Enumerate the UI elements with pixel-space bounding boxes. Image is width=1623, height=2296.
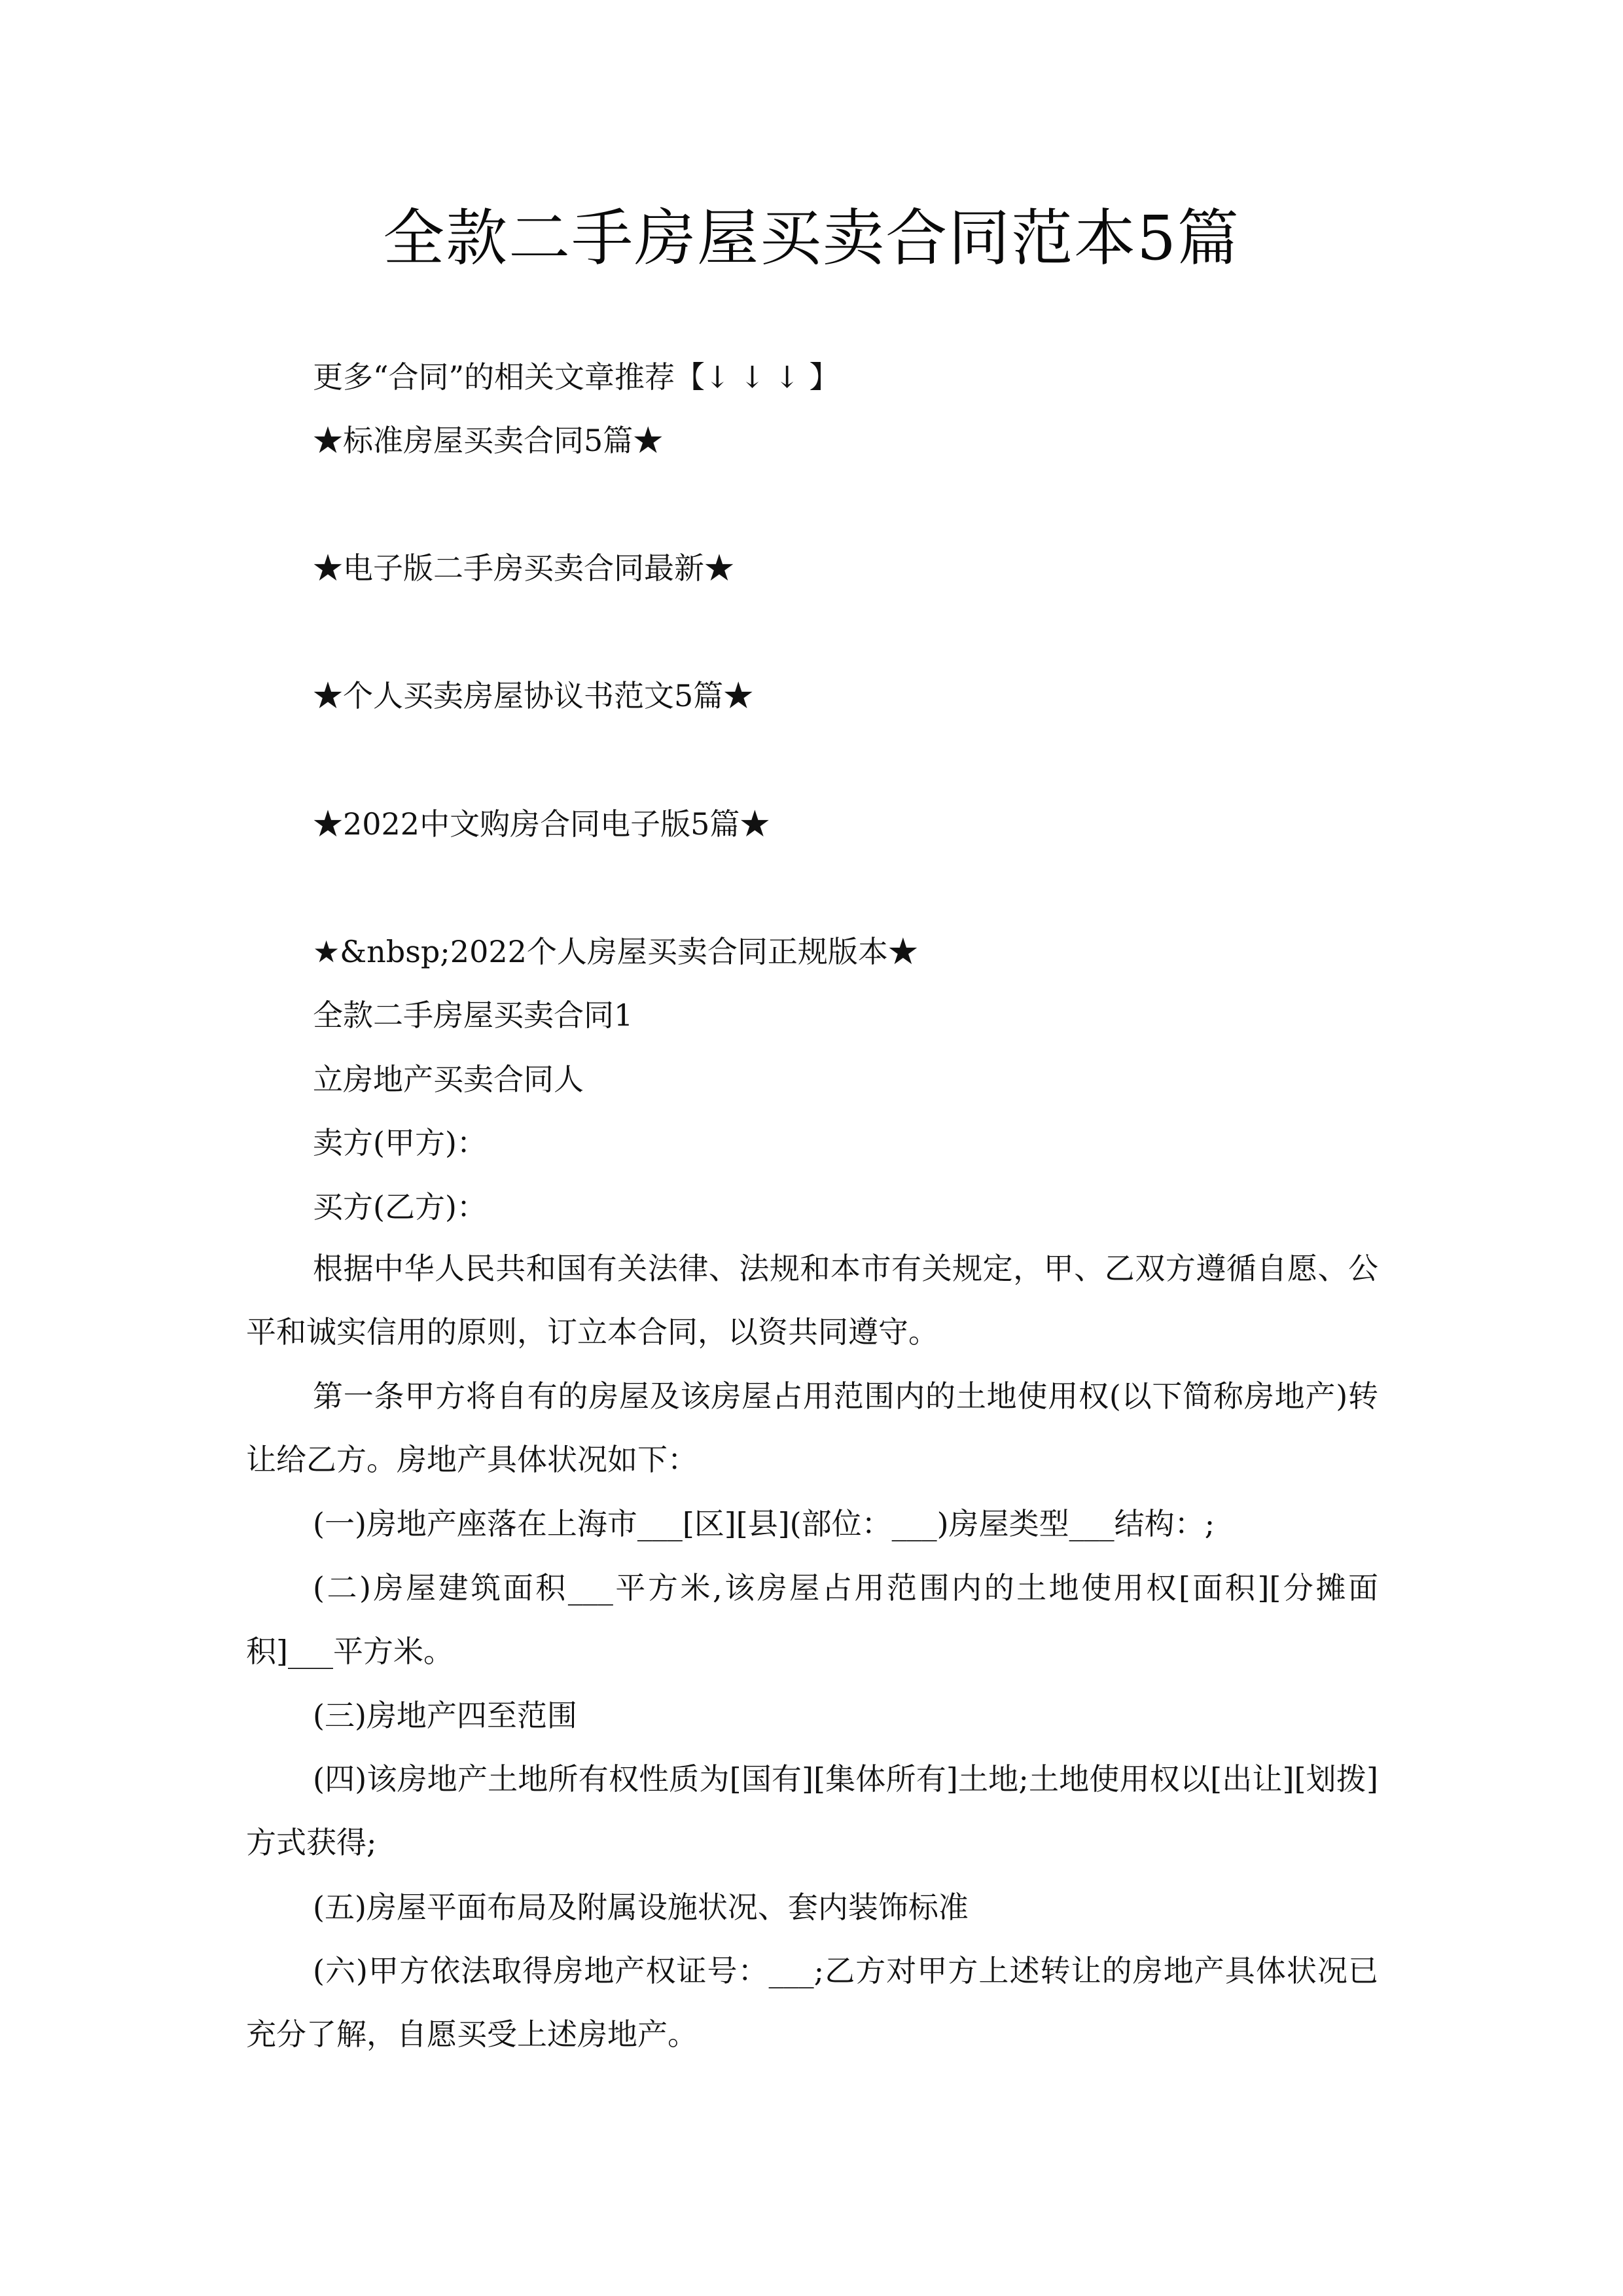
recommended-link-4[interactable]: ★2022中文购房合同电子版5篇★ <box>313 806 770 842</box>
paragraph-item-6: (六)甲方依法取得房地产权证号：___;乙方对甲方上述转让的房地产具体状况已充分了解，自愿买受上述房地产。 <box>246 1953 1378 2052</box>
seller-label: 卖方(甲方)： <box>313 1125 487 1160</box>
recommended-link-2[interactable]: ★电子版二手房买卖合同最新★ <box>313 550 734 586</box>
party-heading: 立房地产买卖合同人 <box>313 1062 584 1097</box>
paragraph-item-2: (二)房屋建筑面积___平方米,该房屋占用范围内的土地使用权[面积][分摊面积]___平方米。 <box>246 1570 1378 1669</box>
recommended-link-5[interactable]: ★&nbsp;2022个人房屋买卖合同正规版本★ <box>313 934 918 969</box>
recommended-link-1[interactable]: ★标准房屋买卖合同5篇★ <box>313 423 664 458</box>
paragraph-item-1: (一)房地产座落在上海市___[区][县](部位：___)房屋类型___结构：; <box>313 1506 1215 1541</box>
paragraph-item-3: (三)房地产四至范围 <box>313 1698 577 1733</box>
recommended-link-3[interactable]: ★个人买卖房屋协议书范文5篇★ <box>313 678 754 713</box>
paragraph-principles: 根据中华人民共和国有关法律、法规和本市有关规定，甲、乙双方遵循自愿、公平和诚实信用的原则，订立本合同，以资共同遵守。 <box>246 1251 1378 1350</box>
paragraph-article-1: 第一条甲方将自有的房屋及该房屋占用范围内的土地使用权(以下简称房地产)转让给乙方。房地产具体状况如下： <box>246 1378 1378 1477</box>
buyer-label: 买方(乙方)： <box>313 1189 487 1225</box>
recommend-intro: 更多“合同”的相关文章推荐【↓ ↓ ↓ 】 <box>313 359 840 395</box>
paragraph-item-4: (四)该房地产土地所有权性质为[国有][集体所有]土地;土地使用权以[出让][划拨]方式获得; <box>246 1761 1378 1860</box>
paragraph-item-5: (五)房屋平面布局及附属设施状况、套内装饰标准 <box>313 1890 969 1925</box>
document-title: 全款二手房屋买卖合同范本5篇 <box>383 203 1240 274</box>
section-heading: 全款二手房屋买卖合同1 <box>313 997 633 1033</box>
